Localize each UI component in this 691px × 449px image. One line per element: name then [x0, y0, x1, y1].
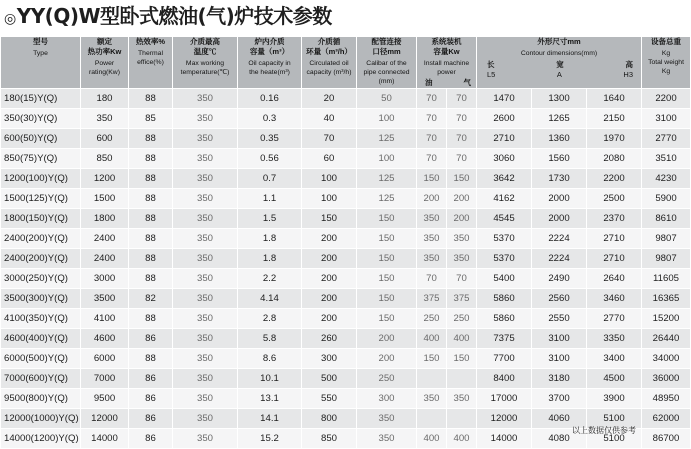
- table-row: [1, 329, 691, 349]
- column-header-cn: 热效率%: [135, 37, 166, 46]
- table-cell: 88: [129, 189, 173, 209]
- table-row: [1, 149, 691, 169]
- table-cell: 88: [129, 149, 173, 169]
- table-cell: 88: [129, 169, 173, 189]
- table-cell: 350: [81, 109, 129, 129]
- model-cell: 6000(500)Y(Q): [1, 349, 81, 369]
- table-cell: 350: [173, 149, 238, 169]
- table-cell: 350: [173, 389, 238, 409]
- table-cell: 100: [357, 109, 417, 129]
- column-header-cn: 炉内介质 容量（m³）: [249, 37, 290, 56]
- model-cell: 350(30)Y(Q): [1, 109, 81, 129]
- page-title: [4, 2, 332, 30]
- subheader-code-label: H3: [623, 70, 634, 79]
- table-cell: 4100: [81, 309, 129, 329]
- table-cell: 200: [357, 329, 417, 349]
- table-cell: 2.8: [238, 309, 302, 329]
- column-header-cn: 设备总重: [651, 37, 682, 46]
- table-cell: 48950: [642, 389, 691, 409]
- table-cell: 40: [302, 109, 357, 129]
- table-cell: 2200: [642, 89, 691, 109]
- column-header-en: Thermal effice(%): [137, 50, 164, 66]
- table-row: [1, 369, 691, 389]
- table-cell: 70: [302, 129, 357, 149]
- table-cell: 86: [129, 409, 173, 429]
- table-cell: 800: [302, 409, 357, 429]
- table-cell: 250: [357, 369, 417, 389]
- table-cell: 88: [129, 129, 173, 149]
- table-cell: 70: [447, 129, 477, 149]
- table-cell: 200: [447, 189, 477, 209]
- table-cell: 1.5: [238, 209, 302, 229]
- column-header-en: Install machine power: [423, 60, 470, 76]
- table-cell: 100: [357, 149, 417, 169]
- table-cell: 88: [129, 249, 173, 269]
- table-cell: 2200: [587, 169, 642, 189]
- column-header: [1, 37, 81, 89]
- table-row: [1, 209, 691, 229]
- table-cell: 4162: [477, 189, 532, 209]
- table-cell: 125: [357, 129, 417, 149]
- table-cell: 150: [357, 309, 417, 329]
- table-cell: 1970: [587, 129, 642, 149]
- table-cell: 88: [129, 209, 173, 229]
- table-cell: 1.1: [238, 189, 302, 209]
- model-cell: 7000(600)Y(Q): [1, 369, 81, 389]
- table-cell: 20: [302, 89, 357, 109]
- table-cell: 500: [302, 369, 357, 389]
- model-cell: 4600(400)Y(Q): [1, 329, 81, 349]
- table-cell: 350: [417, 389, 447, 409]
- table-cell: 86700: [642, 429, 691, 449]
- table-cell: 70: [447, 89, 477, 109]
- table-row: [1, 129, 691, 149]
- table-cell: 70: [417, 269, 447, 289]
- table-cell: 15200: [642, 309, 691, 329]
- table-cell: 3900: [587, 389, 642, 409]
- table-cell: 60: [302, 149, 357, 169]
- footnote: 以上数据仅供参考: [572, 426, 636, 435]
- column-header-cn: 额定 热功率Kw: [87, 37, 122, 56]
- table-cell: 2490: [532, 269, 587, 289]
- table-row: [1, 189, 691, 209]
- table-cell: 2000: [532, 189, 587, 209]
- table-cell: 2500: [587, 189, 642, 209]
- table-cell: 150: [357, 269, 417, 289]
- table-cell: 100: [302, 169, 357, 189]
- table-cell: 150: [357, 229, 417, 249]
- table-cell: 9807: [642, 229, 691, 249]
- table-cell: 88: [129, 349, 173, 369]
- table-cell: 9807: [642, 249, 691, 269]
- subheader-label: 长: [487, 60, 495, 69]
- table-row: [1, 309, 691, 329]
- table-cell: 1.8: [238, 229, 302, 249]
- table-cell: 2560: [532, 289, 587, 309]
- table-cell: 400: [447, 429, 477, 449]
- table-cell: 1470: [477, 89, 532, 109]
- model-cell: 3000(250)Y(Q): [1, 269, 81, 289]
- table-cell: 350: [173, 269, 238, 289]
- table-cell: 0.16: [238, 89, 302, 109]
- table-cell: 3700: [532, 389, 587, 409]
- table-cell: 2370: [587, 209, 642, 229]
- table-cell: 2710: [587, 249, 642, 269]
- column-header-cn: 介质循 环量（m³/h）: [306, 37, 352, 56]
- table-cell: 1560: [532, 149, 587, 169]
- model-cell: 12000(1000)Y(Q): [1, 409, 81, 429]
- spec-table: [0, 36, 691, 449]
- table-cell: 26440: [642, 329, 691, 349]
- table-cell: 1.8: [238, 249, 302, 269]
- table-cell: 600: [81, 129, 129, 149]
- subheader-code: [477, 70, 641, 80]
- column-header-cn: 型号: [33, 37, 48, 46]
- table-cell: [417, 369, 447, 389]
- table-cell: 260: [302, 329, 357, 349]
- table-cell: 2710: [587, 229, 642, 249]
- table-cell: 88: [129, 229, 173, 249]
- table-cell: 200: [302, 269, 357, 289]
- table-cell: 350: [357, 429, 417, 449]
- table-cell: 4600: [81, 329, 129, 349]
- table-cell: 5370: [477, 249, 532, 269]
- table-cell: 5860: [477, 309, 532, 329]
- table-cell: 14000: [477, 429, 532, 449]
- table-cell: 1640: [587, 89, 642, 109]
- table-cell: 350: [357, 409, 417, 429]
- table-cell: 200: [302, 249, 357, 269]
- table-cell: 375: [447, 289, 477, 309]
- table-cell: 10.1: [238, 369, 302, 389]
- table-cell: 70: [447, 109, 477, 129]
- table-cell: 2224: [532, 249, 587, 269]
- table-cell: 350: [173, 309, 238, 329]
- table-cell: 350: [173, 329, 238, 349]
- column-header-en: Max working temperature(℃): [180, 60, 230, 76]
- table-cell: 350: [173, 409, 238, 429]
- table-cell: 0.7: [238, 169, 302, 189]
- model-cell: 180(15)Y(Q): [1, 89, 81, 109]
- table-cell: 350: [173, 189, 238, 209]
- table-cell: [447, 409, 477, 429]
- table-cell: 150: [357, 209, 417, 229]
- table-cell: 350: [447, 389, 477, 409]
- table-cell: 3510: [642, 149, 691, 169]
- table-cell: 200: [302, 229, 357, 249]
- table-cell: 3100: [642, 109, 691, 129]
- column-header: [302, 37, 357, 89]
- table-cell: 300: [302, 349, 357, 369]
- table-cell: 150: [447, 349, 477, 369]
- table-cell: 1800: [81, 209, 129, 229]
- table-cell: 2.2: [238, 269, 302, 289]
- table-cell: 350: [417, 249, 447, 269]
- table-cell: 350: [173, 429, 238, 449]
- table-cell: 7000: [81, 369, 129, 389]
- table-cell: 70: [417, 109, 447, 129]
- table-cell: 8610: [642, 209, 691, 229]
- table-cell: 34000: [642, 349, 691, 369]
- subheader: [417, 77, 476, 88]
- table-cell: 1500: [81, 189, 129, 209]
- table-cell: [447, 369, 477, 389]
- table-cell: 7375: [477, 329, 532, 349]
- table-cell: 2600: [477, 109, 532, 129]
- table-cell: 3642: [477, 169, 532, 189]
- table-cell: 350: [447, 249, 477, 269]
- table-cell: 3100: [532, 349, 587, 369]
- table-cell: 200: [447, 209, 477, 229]
- table-cell: 150: [357, 289, 417, 309]
- table-row: [1, 269, 691, 289]
- column-header: [173, 37, 238, 89]
- table-cell: 6000: [81, 349, 129, 369]
- column-header-en: Calibar of the pipe connected (mm): [363, 60, 410, 85]
- model-cell: 3500(300)Y(Q): [1, 289, 81, 309]
- table-cell: 3400: [587, 349, 642, 369]
- model-cell: 600(50)Y(Q): [1, 129, 81, 149]
- table-cell: 15.2: [238, 429, 302, 449]
- table-cell: 850: [302, 429, 357, 449]
- column-header: [417, 37, 477, 89]
- table-cell: 350: [417, 209, 447, 229]
- column-header-en: Contour dimensions(mm): [520, 50, 598, 57]
- table-cell: 62000: [642, 409, 691, 429]
- table-cell: 4545: [477, 209, 532, 229]
- table-cell: 100: [302, 189, 357, 209]
- circle-bullet-icon: ◎: [4, 11, 16, 27]
- table-cell: 350: [173, 369, 238, 389]
- table-cell: 86: [129, 329, 173, 349]
- table-cell: 70: [417, 89, 447, 109]
- table-cell: 350: [173, 209, 238, 229]
- page-title-text: YY(Q)W型卧式燃油(气)炉技术参数: [16, 4, 332, 28]
- column-header-en: Type: [33, 50, 48, 57]
- table-cell: 350: [173, 169, 238, 189]
- subheader-code-label: A: [556, 70, 562, 79]
- table-row: [1, 249, 691, 269]
- table-cell: 350: [173, 349, 238, 369]
- table-row: [1, 389, 691, 409]
- table-cell: 3460: [587, 289, 642, 309]
- table-cell: 14000: [81, 429, 129, 449]
- table-cell: 0.3: [238, 109, 302, 129]
- table-cell: 150: [447, 169, 477, 189]
- table-cell: 82: [129, 289, 173, 309]
- table-cell: 88: [129, 89, 173, 109]
- table-row: [1, 89, 691, 109]
- table-cell: 125: [357, 189, 417, 209]
- table-cell: 2550: [532, 309, 587, 329]
- column-header: [129, 37, 173, 89]
- table-cell: 250: [417, 309, 447, 329]
- table-cell: 86: [129, 369, 173, 389]
- table-cell: 5900: [642, 189, 691, 209]
- model-cell: 2400(200)Y(Q): [1, 249, 81, 269]
- table-cell: 85: [129, 109, 173, 129]
- table-cell: 70: [447, 269, 477, 289]
- table-cell: [417, 409, 447, 429]
- table-cell: 3060: [477, 149, 532, 169]
- table-cell: 180: [81, 89, 129, 109]
- table-header: [1, 37, 691, 89]
- table-cell: 350: [447, 229, 477, 249]
- model-cell: 1500(125)Y(Q): [1, 189, 81, 209]
- table-cell: 550: [302, 389, 357, 409]
- table-cell: 5100: [587, 409, 642, 429]
- model-cell: 2400(200)Y(Q): [1, 229, 81, 249]
- table-row: [1, 289, 691, 309]
- table-cell: 250: [447, 309, 477, 329]
- subheader: [477, 58, 641, 70]
- table-cell: 2770: [587, 309, 642, 329]
- table-cell: 125: [357, 169, 417, 189]
- table-cell: 12000: [477, 409, 532, 429]
- column-header-en: Power rating(Kw): [89, 60, 120, 76]
- table-cell: 150: [417, 349, 447, 369]
- table-cell: 50: [357, 89, 417, 109]
- table-cell: 2710: [477, 129, 532, 149]
- table-cell: 86: [129, 429, 173, 449]
- table-cell: 5400: [477, 269, 532, 289]
- table-row: [1, 349, 691, 369]
- table-cell: 1730: [532, 169, 587, 189]
- table-body: [1, 89, 691, 449]
- column-header-en: Circulated oil capacity (m³/h): [306, 60, 352, 76]
- table-cell: 200: [302, 289, 357, 309]
- table-cell: 0.35: [238, 129, 302, 149]
- table-cell: 88: [129, 269, 173, 289]
- table-cell: 4080: [532, 429, 587, 449]
- table-cell: 5.8: [238, 329, 302, 349]
- header-row: [1, 37, 691, 89]
- table-cell: 70: [417, 149, 447, 169]
- subheader-code-label: L5: [487, 70, 496, 79]
- table-cell: 350: [173, 249, 238, 269]
- column-header-cn: 外形尺寸mm: [537, 37, 581, 46]
- table-cell: 3350: [587, 329, 642, 349]
- table-cell: 2000: [532, 209, 587, 229]
- column-header-cn: 系统装机 容量Kw: [431, 37, 462, 56]
- column-header-en: Kg Total weight Kg: [648, 50, 684, 75]
- table-cell: 88: [129, 309, 173, 329]
- model-cell: 9500(800)Y(Q): [1, 389, 81, 409]
- model-cell: 850(75)Y(Q): [1, 149, 81, 169]
- table-row: [1, 229, 691, 249]
- table-cell: 2400: [81, 249, 129, 269]
- table-cell: 36000: [642, 369, 691, 389]
- table-cell: 0.56: [238, 149, 302, 169]
- table-cell: 2150: [587, 109, 642, 129]
- table-cell: 3180: [532, 369, 587, 389]
- column-header: [238, 37, 302, 89]
- table-row: [1, 169, 691, 189]
- table-cell: 400: [417, 429, 447, 449]
- table-cell: 2640: [587, 269, 642, 289]
- table-cell: 2400: [81, 229, 129, 249]
- table-cell: 4230: [642, 169, 691, 189]
- table-cell: 13.1: [238, 389, 302, 409]
- table-cell: 4.14: [238, 289, 302, 309]
- table-cell: 1265: [532, 109, 587, 129]
- table-cell: 70: [417, 129, 447, 149]
- subheader-label: 油: [425, 78, 433, 87]
- column-header: [477, 37, 642, 89]
- table-cell: 5370: [477, 229, 532, 249]
- table-cell: 12000: [81, 409, 129, 429]
- table-cell: 2224: [532, 229, 587, 249]
- table-cell: 350: [173, 229, 238, 249]
- table-cell: 1300: [532, 89, 587, 109]
- table-cell: 86: [129, 389, 173, 409]
- table-cell: 5860: [477, 289, 532, 309]
- table-cell: 3100: [532, 329, 587, 349]
- table-cell: 3000: [81, 269, 129, 289]
- table-cell: 3500: [81, 289, 129, 309]
- table-cell: 11605: [642, 269, 691, 289]
- table-cell: 1200: [81, 169, 129, 189]
- model-cell: 1200(100)Y(Q): [1, 169, 81, 189]
- table-cell: 2770: [642, 129, 691, 149]
- table-cell: 200: [357, 349, 417, 369]
- model-cell: 14000(1200)Y(Q): [1, 429, 81, 449]
- column-header: [81, 37, 129, 89]
- column-header: [642, 37, 691, 89]
- table-cell: 70: [447, 149, 477, 169]
- table-cell: 200: [417, 189, 447, 209]
- column-header-cn: 配管连接 口径mm: [371, 37, 402, 56]
- table-cell: 4500: [587, 369, 642, 389]
- column-header-en: Oil capacity in the heate(m³): [248, 60, 291, 76]
- table-cell: 14.1: [238, 409, 302, 429]
- table-cell: 350: [173, 89, 238, 109]
- column-header: [357, 37, 417, 89]
- table-cell: 200: [302, 309, 357, 329]
- table-row: [1, 109, 691, 129]
- table-cell: 150: [302, 209, 357, 229]
- model-cell: 4100(350)Y(Q): [1, 309, 81, 329]
- table-cell: 375: [417, 289, 447, 309]
- subheader-label: 高: [625, 60, 633, 69]
- table-cell: 2080: [587, 149, 642, 169]
- table-cell: 7700: [477, 349, 532, 369]
- table-cell: 400: [447, 329, 477, 349]
- table-cell: 400: [417, 329, 447, 349]
- model-cell: 1800(150)Y(Q): [1, 209, 81, 229]
- table-cell: 350: [173, 129, 238, 149]
- subheader-label: 宽: [556, 60, 564, 69]
- column-header-cn: 介质最高 温度℃: [190, 37, 220, 56]
- table-cell: 850: [81, 149, 129, 169]
- table-cell: 5100: [587, 429, 642, 449]
- table-cell: 350: [173, 289, 238, 309]
- table-cell: 350: [173, 109, 238, 129]
- subheader-label: 气: [463, 78, 471, 87]
- table-cell: 8400: [477, 369, 532, 389]
- table-cell: 350: [417, 229, 447, 249]
- table-cell: 4060: [532, 409, 587, 429]
- table-cell: 16365: [642, 289, 691, 309]
- table-cell: 150: [417, 169, 447, 189]
- table-cell: 1360: [532, 129, 587, 149]
- table-cell: 300: [357, 389, 417, 409]
- table-cell: 9500: [81, 389, 129, 409]
- table-cell: 17000: [477, 389, 532, 409]
- table-cell: 150: [357, 249, 417, 269]
- table-cell: 8.6: [238, 349, 302, 369]
